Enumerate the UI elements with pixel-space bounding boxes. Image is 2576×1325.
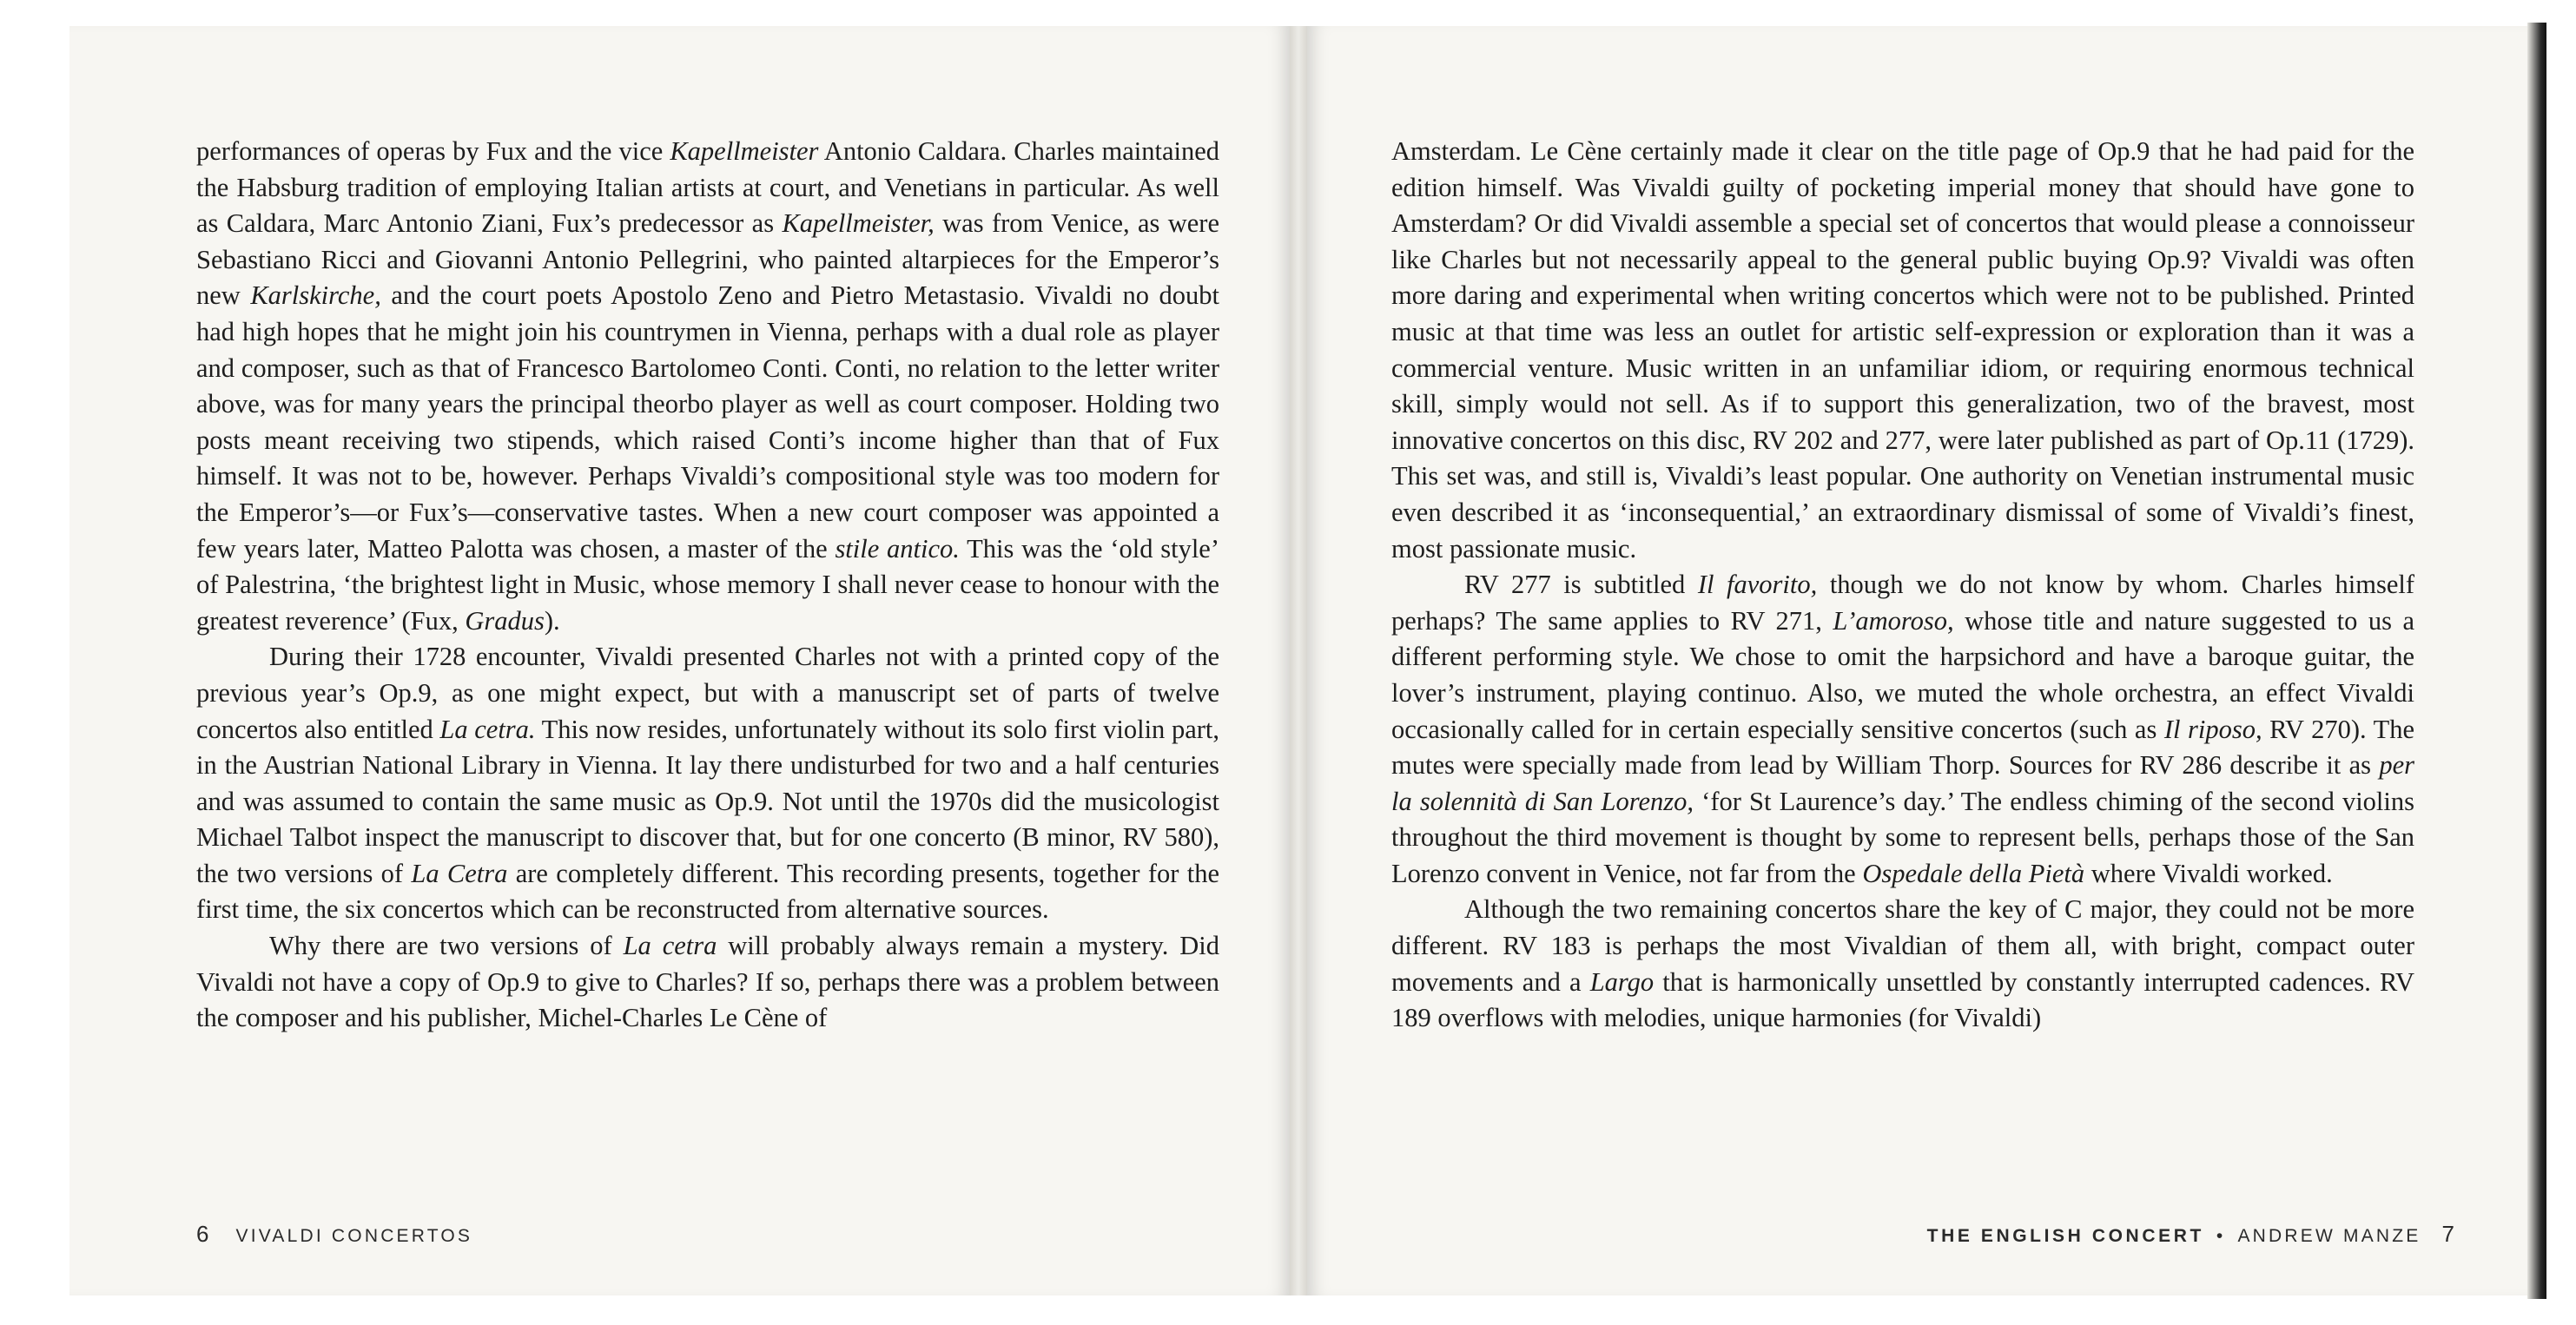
paragraph-text: where Vivaldi worked. [2084,858,2333,888]
body-paragraph [1391,892,2414,1036]
italic-term: Karlskirche, [250,280,381,311]
italic-term: Il favorito, [1697,570,1818,600]
italic-term: La cetra. [439,714,536,744]
left-page-footer [196,1221,472,1248]
page-number: 6 [196,1221,209,1247]
right-page-body [1391,134,2414,1037]
paragraph-text: will probably always remain a mystery. Did Vivaldi not have a copy of Op.9 to give to Charles? If so, perhaps there was a problem between the composer and his publisher, Michel-Charles Le Cène of [196,931,1219,1033]
book-gutter [1290,26,1307,1295]
paragraph-text: are completely different. This recording presents, together for the first time, the six concertos which can be reconstructed from alternative sources. [196,858,1220,925]
paragraph-text: During their 1728 encounter, Vivaldi presented Charles not with a printed copy of the previous year’s Op.9, as one might expect, but with a manuscript set of parts of twelve concertos also entitled [196,642,1219,744]
paragraph-text: RV 277 is subtitled [1464,570,1698,600]
italic-term: Il riposo, [2163,714,2262,744]
paragraph-text: ). [544,605,560,636]
paragraph-text: Why there are two versions of [269,931,624,961]
left-page [69,26,1290,1295]
right-page [1307,26,2527,1295]
body-paragraph [1391,567,2414,892]
footer-separator: • [2216,1226,2226,1246]
paragraph-text: Antonio Caldara. Charles maintained the Habsburg tradition of employing Italian artists at court, and Venetians in particular. As well as Caldara, Marc Antonio Ziani, Fux’s predecessor as [196,136,1220,239]
paragraph-text: ‘for St Laurence’s day.’ The endless chiming of the second violins throughout the third movement is thought by some to represent bells, perhaps those of the San Lorenzo convent in Venice, not far from the [1391,786,2414,888]
paragraph-text: Amsterdam. Le Cène certainly made it clear on the title page of Op.9 that he had paid for the edition himself. Was Vivaldi guilty of pocketing imperial money that should have gone to Amsterdam? Or did Vivaldi assemble a special set of concertos that would please a connoisseur like Charles but not necessarily appeal to the general public buying Op.9? Vivaldi was often more daring and experimental when writing concertos which were not to be published. Printed music at that time was less an outlet for artistic self-expression or exploration than it was a commercial venture. Music written in an unfamiliar idiom, or requiring enormous technical skill, simply would not sell. As if to support this generalization, two of the bravest, most innovative concertos on this disc, RV 202 and 277, were later published as part of Op.11 (1729). This set was, and still is, Vivaldi’s least popular. One authority on Venetian instrumental music even described it as ‘inconsequential,’ an extraordinary dismissal of some of Vivaldi’s finest, most passionate music. [1391,136,2414,564]
italic-term: La Cetra [411,858,508,888]
paragraph-text: though we do not know by whom. Charles himself perhaps? The same applies to RV 271, [1391,570,2414,636]
paragraph-text: was from Venice, as were Sebastiano Ricci and Giovanni Antonio Pellegrini, who painted altarpieces for the Emperor’s new [196,208,1219,311]
italic-term: Kapellmeister, [782,208,935,239]
body-paragraph [196,639,1219,928]
body-paragraph [196,134,1219,639]
italic-term: L’amoroso, [1833,605,1954,636]
footer-director: ANDREW MANZE [2237,1226,2421,1246]
italic-term: Kapellmeister [670,136,819,166]
italic-term: stile antico. [835,533,960,564]
footer-title: VIVALDI CONCERTOS [235,1226,473,1246]
paragraph-text: This was the ‘old style’ of Palestrina, ‘the brightest light in Music, whose memory I shall never cease to honour with the greatest reverence’ (Fux, [196,533,1219,636]
footer-ensemble: THE ENGLISH CONCERT [1926,1226,2204,1246]
italic-term: La cetra [623,931,717,961]
paragraph-text: that is harmonically unsettled by constantly interrupted cadences. RV 189 overflows with melodies, unique harmonies (for Vivaldi) [1391,966,2414,1033]
page-number: 7 [2441,1221,2454,1247]
body-paragraph [196,928,1219,1037]
cover-edge [2527,23,2546,1299]
left-page-body [196,134,1219,1037]
paragraph-text: RV 270). The mutes were specially made from lead by William Thorp. Sources for RV 286 describe it as [1391,714,2415,781]
paragraph-text: This now resides, unfortunately without its solo first violin part, in the Austrian National Library in Vienna. It lay there undisturbed for two and a half centuries and was assumed to contain the same music as Op.9. Not until the 1970s did the musicologist Michael Talbot inspect the manuscript to discover that, but for one concerto (B minor, RV 580), the two versions of [196,714,1219,888]
italic-term: Gradus [465,605,545,636]
body-paragraph [1391,134,2414,567]
right-page-footer [1927,1221,2454,1248]
paragraph-text: performances of operas by Fux and the vice [196,136,670,166]
paragraph-text: and the court poets Apostolo Zeno and Pietro Metastasio. Vivaldi no doubt had high hopes that he might join his countrymen in Vienna, perhaps with a dual role as player and composer, such as that of Francesco Bartolomeo Conti. Conti, no relation to the letter writer above, was for many years the principal theorbo player as well as court composer. Holding two posts meant receiving two stipends, which raised Conti’s income higher than that of Fux himself. It was not to be, however. Perhaps Vivaldi’s compositional style was too modern for the Emperor’s—or Fux’s—conservative tastes. When a new court composer was appointed a few years later, Matteo Palotta was chosen, a master of the [196,280,1219,564]
paragraph-text: whose title and nature suggested to us a different performing style. We chose to omit the harpsichord and have a baroque guitar, the lover’s instrument, playing continuo. Also, we muted the whole orchestra, an effect Vivaldi occasionally called for in certain especially sensitive concertos (such as [1391,605,2414,744]
italic-term: Ospedale della Pietà [1862,858,2085,888]
italic-term: per la solennità di San Lorenzo, [1391,750,2414,816]
paragraph-text: Although the two remaining concertos share the key of C major, they could not be more different. RV 183 is perhaps the most Vivaldian of them all, with bright, compact outer movements and a [1391,894,2414,997]
italic-term: Largo [1589,966,1655,997]
